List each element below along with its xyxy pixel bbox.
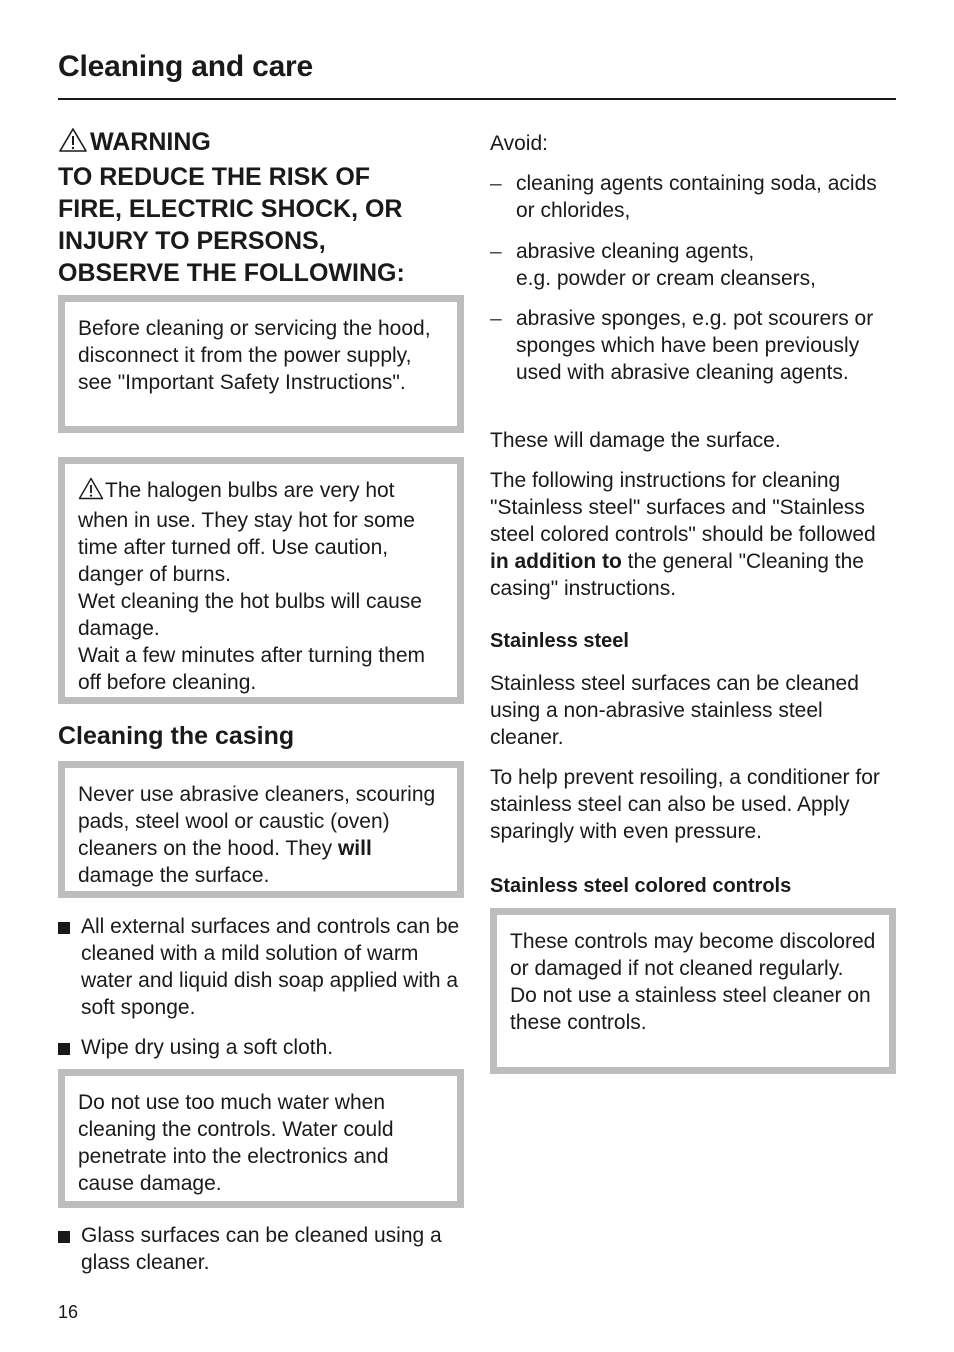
dash-bullet: – (490, 240, 502, 263)
avoid-item-text: abrasive cleaning agents, (516, 240, 755, 263)
damage-note: These will damage the surface. (490, 429, 781, 452)
warning-heading (58, 126, 464, 289)
warning-title-line (58, 126, 464, 161)
avoid-item (490, 305, 896, 386)
avoid-item (490, 238, 896, 292)
water-warning-box (58, 1069, 464, 1208)
colored-controls-p1: These controls may become discolored or damaged if not cleaned regularly. (510, 930, 876, 980)
colored-controls-p2: Do not use a stainless steel cleaner on these controls. (510, 984, 871, 1034)
page-title: Cleaning and care (58, 50, 314, 83)
list-item-text: Glass surfaces can be cleaned using a glass cleaner. (81, 1224, 442, 1274)
warning-line-3: INJURY TO PERSONS, (58, 227, 326, 255)
list-item (58, 1222, 464, 1276)
never-abrasive-text-bold: will (337, 837, 372, 860)
never-abrasive-box (58, 761, 464, 898)
list-item-text: All external surfaces and controls can be cleaned with a mild solution of warm water and liquid dish soap applied with a soft sponge. (81, 915, 460, 1019)
dash-bullet: – (490, 307, 502, 330)
halogen-warning-p3: Wait a few minutes after turning them off before cleaning. (78, 644, 426, 694)
warning-line-4: OBSERVE THE FOLLOWING: (58, 259, 405, 287)
list-item (58, 1034, 464, 1061)
title-rule (58, 98, 896, 100)
warning-line-1: TO REDUCE THE RISK OF (58, 163, 371, 191)
instructions-post: the general "Cleaning the casing" instructions. (490, 550, 864, 600)
never-abrasive-text (78, 781, 444, 889)
warning-triangle-icon (58, 127, 88, 161)
never-abrasive-text-pre: Never use abrasive cleaners, scouring pads, steel wool or caustic (oven) cleaners on the hood. They (78, 783, 436, 860)
stainless-steel-heading: Stainless steel (490, 630, 629, 652)
avoid-label: Avoid: (490, 132, 548, 155)
disconnect-notice-box (58, 295, 464, 433)
warning-line-2: FIRE, ELECTRIC SHOCK, OR (58, 195, 403, 223)
stainless-steel-p2: To help prevent resoiling, a conditioner for stainless steel can also be used. Apply sparingly with even pressure. (490, 766, 880, 843)
bullet-square-icon (58, 1043, 70, 1055)
halogen-warning-p1 (78, 477, 444, 588)
avoid-item-text-continued: e.g. powder or cream cleansers, (516, 267, 816, 290)
water-warning-text: Do not use too much water when cleaning the controls. Water could penetrate into the electronics and cause damage. (78, 1091, 394, 1195)
halogen-warning-text: The halogen bulbs are very hot when in use. They stay hot for some time after turned off. Use caution, danger of burns. (78, 479, 415, 586)
colored-controls-heading: Stainless steel colored controls (490, 875, 792, 897)
dash-bullet: – (490, 172, 502, 195)
bullet-square-icon (58, 1231, 70, 1243)
never-abrasive-text-post: damage the surface. (78, 864, 270, 887)
halogen-warning-p2: Wet cleaning the hot bulbs will cause damage. (78, 590, 422, 640)
warning-label: WARNING (90, 128, 211, 156)
warning-triangle-small-icon (78, 477, 104, 507)
bullet-square-icon (58, 922, 70, 934)
avoid-item-text: cleaning agents containing soda, acids or chlorides, (516, 172, 877, 222)
list-item-text: Wipe dry using a soft cloth. (81, 1036, 334, 1059)
instructions-bold: in addition to (490, 550, 622, 573)
disconnect-notice-text: Before cleaning or servicing the hood, disconnect it from the power supply, see "Important Safety Instructions". (78, 317, 431, 394)
cleaning-casing-heading: Cleaning the casing (58, 722, 295, 750)
list-item (58, 913, 464, 1021)
avoid-item-text: abrasive sponges, e.g. pot scourers or sponges which have been previously used with abrasive cleaning agents. (516, 307, 874, 384)
halogen-warning-box (58, 457, 464, 704)
colored-controls-box (490, 908, 896, 1074)
stainless-steel-p1: Stainless steel surfaces can be cleaned using a non-abrasive stainless steel cleaner. (490, 672, 859, 749)
instructions-paragraph (490, 467, 896, 602)
avoid-item (490, 170, 896, 224)
page-number: 16 (58, 1302, 79, 1322)
instructions-pre: The following instructions for cleaning "Stainless steel" surfaces and "Stainless steel colored controls" should be followed (490, 469, 876, 546)
